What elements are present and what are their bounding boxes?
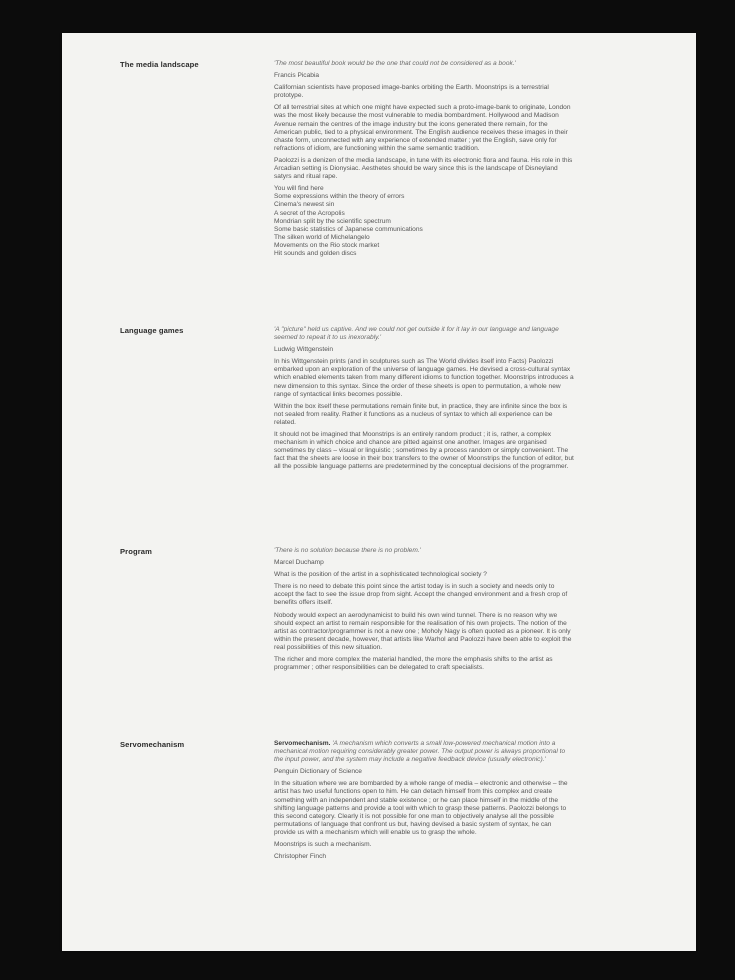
list-item: Some expressions within the theory of errors	[274, 193, 405, 201]
epigraph-quote: 'A "picture" held us captive. And we could not get outside it for it lay in our language and language seemed to repeat it to us inexorably.'	[274, 326, 559, 342]
definition-term: Servomechanism.	[274, 740, 331, 747]
section-body	[274, 740, 574, 865]
list-item: A secret of the Acropolis	[274, 209, 345, 217]
section-heading: The media landscape	[120, 60, 199, 69]
paragraph: Of all terrestrial sites at which one might have expected such a proto-image-bank to originate, London was the most likely because the most vulnerable to media bombardment. Hollywood and Madison Avenue remain the centres of the image industry but the icons generated there remain, for the American public, tied to a physical environment. The English audience receives these images in their chaste form, unconnected with any experience of extended matter ; yet the English, save only for refractions of idiom, are functioning within the same semantic tradition.	[274, 104, 571, 152]
list-item: Cinema's newest sin	[274, 201, 335, 209]
list-item: Some basic statistics of Japanese communications	[274, 225, 423, 233]
list-item: The silken world of Michelangelo	[274, 233, 370, 241]
list-item: Hit sounds and golden discs	[274, 249, 357, 257]
epigraph-quote: 'There is no solution because there is no problem.'	[274, 547, 421, 554]
list-item: Mondrian split by the scientific spectrum	[274, 217, 391, 225]
section-body	[274, 326, 574, 476]
document-sheet	[62, 33, 696, 951]
epigraph-attribution: Marcel Duchamp	[274, 559, 324, 567]
epigraph-quote: 'A mechanism which converts a small low-powered mechanical motion into a mechanical motion requiring considerably greater power. The output power is always proportional to the input power, and the system may include a negative feedback device (usually electronic).'	[274, 740, 566, 764]
contents-list	[274, 185, 574, 258]
section-heading: Language games	[120, 326, 184, 335]
section-body	[274, 60, 574, 258]
paragraph: In the situation where we are bombarded by a whole range of media – electronic and otherwise – the artist has two useful functions open to him. He can detach himself from this complex and create something with an independent and stable existence ; or he can place himself in the middle of the shifting language patterns and provide a tool with which to grasp these patterns. Paolozzi belongs to this second category. Clearly it is not possible for one man to objectively analyse all the possible permutations of language that confront us but, having devised a basic system of syntax, he can provide us with a mechanism which will enable us to grasp the whole.	[274, 780, 568, 836]
paragraph: It should not be imagined that Moonstrips is an entirely random product ; it is, rather, a complex mechanism in which choice and chance are pitted against one another. Images are organised sometimes by class – visual or linguistic ; sometimes by a process random or simply convenient. The fact that the sheets are loose in their box transfers to the owner of Moonstrips the function of editor, but all the possible language patterns are predetermined by the conceptual decisions of the programmer.	[274, 431, 574, 471]
paragraph: The richer and more complex the material handled, the more the emphasis shifts to the artist as programmer ; other responsibilities can be delegated to craft specialists.	[274, 656, 553, 672]
section-body	[274, 547, 574, 676]
section-heading: Program	[120, 547, 152, 556]
epigraph-attribution: Francis Picabia	[274, 72, 320, 80]
epigraph-attribution: Penguin Dictionary of Science	[274, 768, 362, 776]
paragraph: Moonstrips is such a mechanism.	[274, 841, 372, 849]
paragraph: Californian scientists have proposed image-banks orbiting the Earth. Moonstrips is a terrestrial prototype.	[274, 84, 549, 100]
paragraph: Nobody would expect an aerodynamicist to build his own wind tunnel. There is no reason why we should expect an artist to remain responsible for the realisation of his own projects. The notion of the artist as contractor/programmer is not a new one ; Moholy Nagy is often quoted as a pioneer. It is only within the present decade, however, that artists like Warhol and Paolozzi have been able to exploit the real possibilities of this new situation.	[274, 611, 572, 651]
paragraph: What is the position of the artist in a sophisticated technological society ?	[274, 571, 487, 579]
list-intro: You will find here	[274, 185, 324, 193]
definition	[274, 740, 574, 764]
section-heading: Servomechanism	[120, 740, 185, 749]
author-signature: Christopher Finch	[274, 853, 327, 861]
paragraph: Paolozzi is a denizen of the media landscape, in tune with its electronic flora and fauna. His role in this Arcadian setting is Dionysiac. Aesthetes should be wary since this is the landscape of Disneyland satyrs and ritual rape.	[274, 156, 573, 181]
epigraph-attribution: Ludwig Wittgenstein	[274, 346, 334, 354]
list-item: Movements on the Rio stock market	[274, 241, 380, 249]
paragraph: There is no need to debate this point since the artist today is in such a society and needs only to accept the fact to see the issue drop from sight. Accept the changed environment and a fresh crop of benefits offers itself.	[274, 583, 568, 607]
epigraph-quote: 'The most beautiful book would be the one that could not be considered as a book.'	[274, 60, 516, 67]
paragraph: Within the box itself these permutations remain finite but, in practice, they are infinite since the box is not sealed from reality. Rather it functions as a nucleus of syntax to which all experience can be related.	[274, 402, 568, 426]
paragraph: In his Wittgenstein prints (and in sculptures such as The World divides itself into Facts) Paolozzi embarked upon an exploration of the universe of language games. He devised a cross-cultural syntax which enabled elements taken from many different idioms to function together. Moonstrips introduces a new dimension to this syntax. Since the order of these sheets is open to permutation, a whole new range of syntactical links becomes possible.	[274, 358, 574, 398]
